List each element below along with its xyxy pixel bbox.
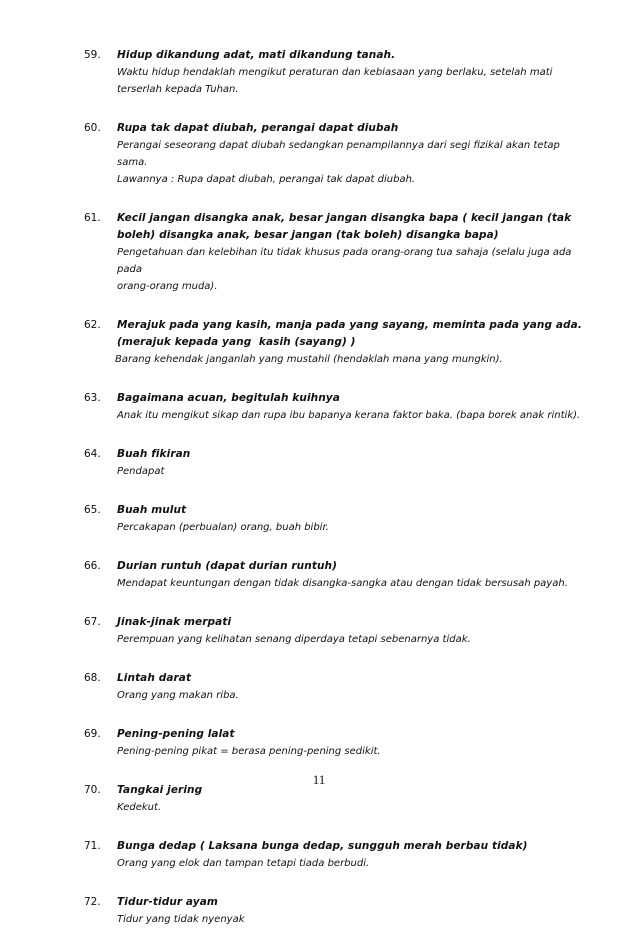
entry-term: Hidup dikandung adat, mati dikandung tanah. <box>117 49 396 61</box>
entry-number: 65. <box>84 504 101 516</box>
entry-definition-line: Orang yang makan riba. <box>117 690 239 701</box>
entry-definition-line: Barang kehendak janganlah yang mustahil (hendaklah mana yang mungkin). <box>115 354 503 365</box>
entry-number: 63. <box>84 392 101 404</box>
list-item <box>84 210 584 295</box>
entry-term: Tidur-tidur ayam <box>117 896 218 908</box>
entry-number: 70. <box>84 784 101 796</box>
entry-number: 60. <box>84 122 101 134</box>
entry-number: 69. <box>84 728 101 740</box>
list-item <box>84 390 584 424</box>
entry-term: Lintah darat <box>117 672 192 684</box>
entry-term: Merajuk pada yang kasih, manja pada yang sayang, meminta pada yang ada. (merajuk kepada yang kasih (sayang) ) <box>117 319 586 348</box>
entry-number: 66. <box>84 560 101 572</box>
entry-definition-line: Lawannya : Rupa dapat diubah, perangai tak dapat diubah. <box>117 174 416 185</box>
list-item <box>84 446 584 480</box>
list-item <box>84 502 584 536</box>
entry-definition-line: orang-orang muda). <box>117 281 218 292</box>
list-item <box>84 838 584 872</box>
entry-definition-line: terserlah kepada Tuhan. <box>117 84 239 95</box>
list-item <box>84 670 584 704</box>
entry-definition-line: Anak itu mengikut sikap dan rupa ibu bapanya kerana faktor baka. (bapa borek anak rintik). <box>117 410 581 421</box>
entry-definition-line: Tidur yang tidak nyenyak <box>117 914 245 925</box>
entry-term: Rupa tak dapat diubah, perangai dapat diubah <box>117 122 399 134</box>
entry-definition-line: Pengetahuan dan kelebihan itu tidak khusus pada orang-orang tua sahaja (selalu juga ada pada <box>117 247 572 275</box>
list-item <box>84 47 584 98</box>
entry-term: Pening-pening lalat <box>117 728 235 740</box>
entry-definition-line: Kedekut. <box>117 802 162 813</box>
entry-term: Bagaimana acuan, begitulah kuihnya <box>117 392 340 404</box>
page-number: 11 <box>312 772 326 787</box>
entry-definition-line: Perangai seseorang dapat diubah sedangkan penampilannya dari segi fizikal akan tetap sama. <box>117 140 560 168</box>
entry-term: Durian runtuh (dapat durian runtuh) <box>117 560 337 572</box>
entry-definition-line: Orang yang elok dan tampan tetapi tiada berbudi. <box>117 858 370 869</box>
entry-number: 61. <box>84 212 101 224</box>
list-item <box>84 317 584 368</box>
entry-number: 62. <box>84 319 101 331</box>
list-item <box>84 894 584 928</box>
entry-number: 59. <box>84 49 101 61</box>
list-item <box>84 726 584 760</box>
entry-number: 64. <box>84 448 101 460</box>
entry-term: Buah fikiran <box>117 448 191 460</box>
entry-term: Tangkai jering <box>117 784 203 796</box>
entry-definition-line: Pening-pening pikat = berasa pening-pening sedikit. <box>117 746 381 757</box>
entry-number: 68. <box>84 672 101 684</box>
list-item <box>84 120 584 188</box>
entry-definition-line: Mendapat keuntungan dengan tidak disangka-sangka atau dengan tidak bersusah payah. <box>117 578 568 589</box>
entry-number: 71. <box>84 840 101 852</box>
entry-term: Kecil jangan disangka anak, besar jangan disangka bapa ( kecil jangan (tak boleh) disangka anak, besar jangan (tak boleh) disangka bapa) <box>117 212 572 241</box>
list-item <box>84 614 584 648</box>
entry-definition-line: Percakapan (perbualan) orang, buah bibir. <box>117 522 329 533</box>
list-item <box>84 558 584 592</box>
entry-definition-line: Waktu hidup hendaklah mengikut peraturan dan kebiasaan yang berlaku, setelah mati <box>117 67 553 78</box>
entry-definition-line: Perempuan yang kelihatan senang diperdaya tetapi sebenarnya tidak. <box>117 634 471 645</box>
entry-term: Bunga dedap ( Laksana bunga dedap, sungguh merah berbau tidak) <box>117 840 528 852</box>
entry-number: 67. <box>84 616 101 628</box>
entry-term: Jinak-jinak merpati <box>117 616 232 628</box>
proverb-list <box>84 47 584 950</box>
entry-definition-line: Pendapat <box>117 466 165 477</box>
entry-term: Buah mulut <box>117 504 187 516</box>
entry-number: 72. <box>84 896 101 908</box>
